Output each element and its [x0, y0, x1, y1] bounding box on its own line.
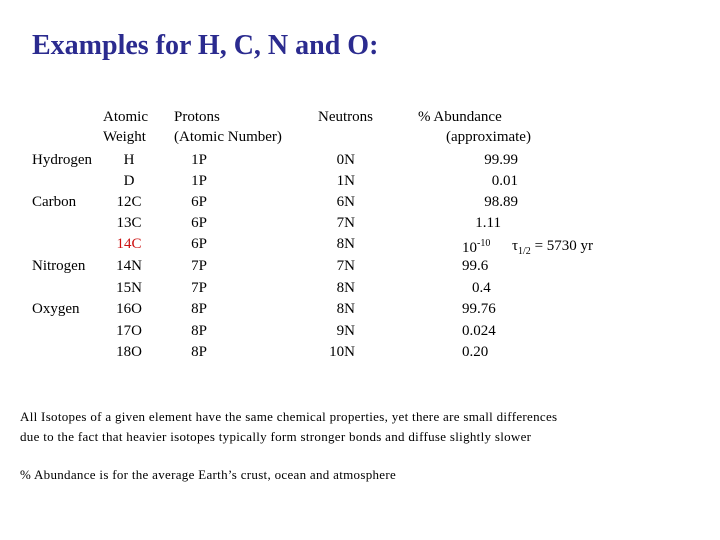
element-name: Carbon [32, 194, 77, 210]
protons: 1P [191, 173, 207, 189]
abundance: 98.89 [484, 194, 518, 210]
abundance: 99.6 [462, 258, 489, 274]
abundance: 99.99 [484, 152, 518, 168]
protons: 8P [191, 301, 207, 317]
element-name: Nitrogen [32, 258, 86, 274]
page-title: Examples for H, C, N and O: [32, 30, 379, 61]
tau-subscript: 1/2 [518, 246, 531, 257]
note-isotopes-1: All Isotopes of a given element have the same chemical properties, yet there are small differences [20, 409, 558, 424]
protons: 6P [191, 236, 207, 252]
abundance: 0.01 [491, 173, 518, 189]
abundance: 1.11 [475, 215, 501, 231]
neutrons: 6N [336, 194, 355, 210]
header-neutrons: Neutrons [318, 109, 373, 125]
isotope: 17O [116, 323, 142, 339]
neutrons: 10N [329, 344, 355, 360]
tau-symbol: τ [512, 238, 519, 254]
neutrons: 8N [336, 236, 355, 252]
header-atomic-weight-1: Atomic [103, 109, 148, 125]
header-protons-2: (Atomic Number) [174, 129, 282, 145]
note-isotopes-2: due to the fact that heavier isotopes typically form stronger bonds and diffuse slightly slower [20, 429, 532, 444]
abundance: 0.4 [472, 280, 491, 296]
isotope: 14N [116, 258, 142, 274]
isotope: 13C [116, 215, 142, 231]
isotope: D [123, 173, 135, 189]
element-name: Oxygen [32, 301, 80, 317]
neutrons: 8N [336, 301, 355, 317]
isotope: 18O [116, 344, 142, 360]
header-protons-1: Protons [174, 109, 220, 125]
neutrons: 7N [336, 258, 355, 274]
abundance [462, 234, 490, 258]
neutrons: 7N [336, 215, 355, 231]
isotope-highlight: 14C [116, 236, 142, 252]
neutrons: 9N [336, 323, 355, 339]
isotope: 15N [116, 280, 142, 296]
abundance-exponent: -10 [477, 238, 491, 249]
isotope: H [123, 152, 135, 168]
protons: 7P [191, 280, 207, 296]
neutrons: 0N [336, 152, 355, 168]
protons: 1P [191, 152, 207, 168]
abundance: 99.76 [462, 301, 496, 317]
header-abundance-1: % Abundance [418, 109, 502, 125]
protons: 7P [191, 258, 207, 274]
note-abundance: % Abundance is for the average Earth’s crust, ocean and atmosphere [20, 467, 397, 482]
isotope: 16O [116, 301, 142, 317]
isotope: 12C [116, 194, 142, 210]
half-life [512, 236, 593, 262]
neutrons: 8N [336, 280, 355, 296]
protons: 8P [191, 344, 207, 360]
protons: 8P [191, 323, 207, 339]
abundance: 0.024 [462, 323, 496, 339]
half-life-value: = 5730 yr [530, 238, 594, 254]
abundance-base: 10 [462, 240, 477, 256]
header-atomic-weight-2: Weight [103, 129, 146, 145]
neutrons: 1N [336, 173, 355, 189]
abundance: 0.20 [462, 344, 489, 360]
protons: 6P [191, 215, 207, 231]
protons: 6P [191, 194, 207, 210]
element-name: Hydrogen [32, 152, 92, 168]
header-abundance-2: (approximate) [446, 129, 531, 145]
